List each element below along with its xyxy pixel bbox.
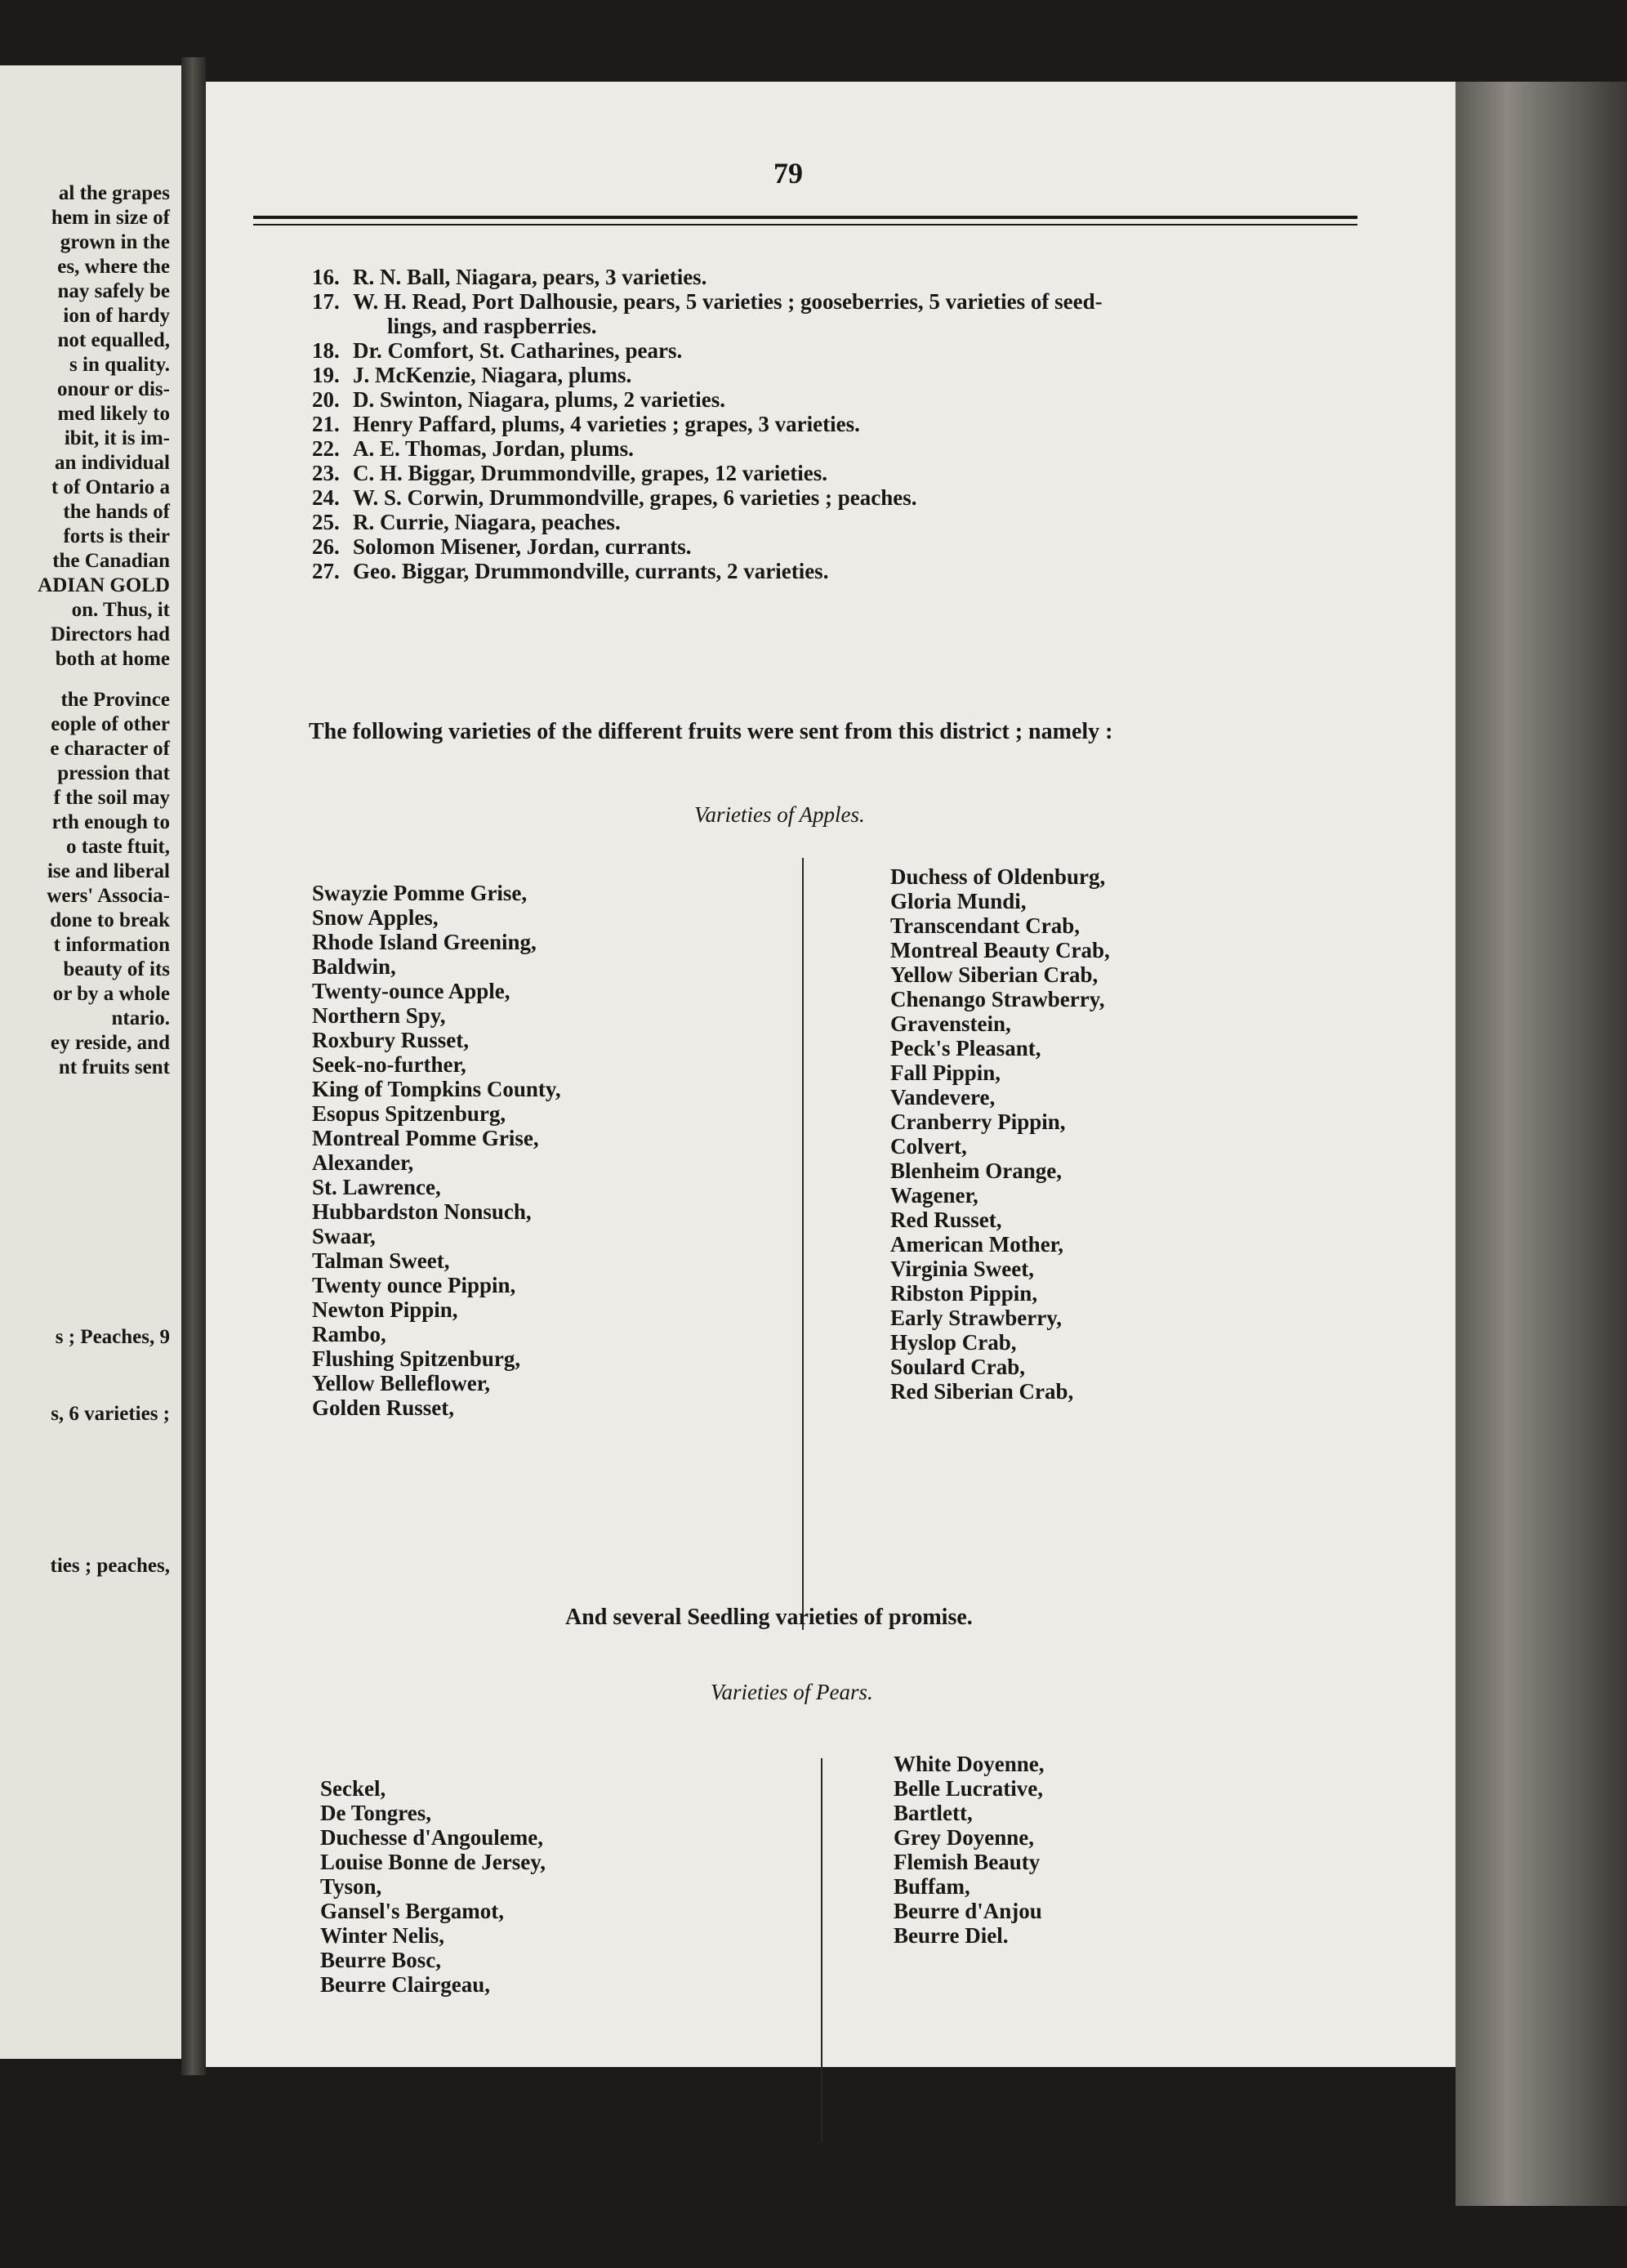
left-page-line: eople of other [51, 713, 170, 735]
left-page-line: o taste ftuit, [65, 836, 170, 858]
entry-number: 21. [312, 412, 340, 436]
left-page-line: ey reside, and [50, 1032, 170, 1054]
apple-variety: Chenango Strawberry, [890, 987, 1105, 1011]
apple-variety: Vandevere, [890, 1085, 996, 1109]
left-page-line: s, 6 varieties ; [51, 1403, 170, 1425]
seedling-note: And several Seedling varieties of promise. [565, 1605, 973, 1630]
apple-variety: Peck's Pleasant, [890, 1036, 1041, 1060]
pear-variety: Winter Nelis, [320, 1923, 444, 1948]
apple-variety: Wagener, [890, 1183, 978, 1208]
apple-variety: Yellow Belleflower, [312, 1371, 490, 1395]
apples-column-divider [802, 858, 804, 1630]
apple-variety: Roxbury Russet, [312, 1028, 470, 1052]
apple-variety: Rhode Island Greening, [312, 930, 537, 954]
left-page-line: rth enough to [51, 811, 170, 833]
entry-number: 18. [312, 338, 340, 363]
entry-text: J. McKenzie, Niagara, plums. [353, 363, 632, 387]
left-page-line: done to break [50, 909, 170, 931]
pear-variety: Louise Bonne de Jersey, [320, 1850, 546, 1874]
left-page-line: med likely to [57, 403, 170, 425]
entry-text: W. H. Read, Port Dalhousie, pears, 5 varieties ; gooseberries, 5 varieties of seed- [353, 289, 1103, 314]
pear-variety: Grey Doyenne, [894, 1825, 1034, 1850]
pear-variety: Beurre Clairgeau, [320, 1972, 490, 1997]
apple-variety: Esopus Spitzenburg, [312, 1101, 506, 1126]
left-page-line: the Province [60, 689, 170, 711]
left-page-line: t of Ontario a [51, 476, 170, 498]
apple-variety: Talman Sweet, [312, 1248, 450, 1273]
entry-number: 19. [312, 363, 340, 387]
left-page-fragment [0, 65, 181, 2059]
entry-text: R. Currie, Niagara, peaches. [353, 510, 621, 534]
left-page-line: nay safely be [57, 280, 170, 302]
apple-variety: Ribston Pippin, [890, 1281, 1038, 1306]
pears-heading: Varieties of Pears. [711, 1680, 873, 1704]
apple-variety: Northern Spy, [312, 1003, 446, 1028]
page-edge [1455, 82, 1627, 2206]
apple-variety: Swaar, [312, 1224, 376, 1248]
left-page-line: the hands of [63, 501, 170, 523]
left-page-line: ntario. [111, 1007, 170, 1029]
apple-variety: Seek-no-further, [312, 1052, 466, 1077]
intro-text: The following varieties of the different fruits were sent from this district ; namely : [309, 719, 1113, 744]
entry-number: 23. [312, 461, 340, 485]
apple-variety: Blenheim Orange, [890, 1159, 1062, 1183]
entry-continuation: lings, and raspberries. [387, 314, 597, 338]
pear-variety: Seckel, [320, 1776, 386, 1801]
entry-number: 16. [312, 265, 340, 289]
pear-variety: Tyson, [320, 1874, 382, 1899]
left-page-line: ibit, it is im- [64, 427, 170, 449]
entry-number: 24. [312, 485, 340, 510]
apple-variety: American Mother, [890, 1232, 1063, 1257]
left-page-line: s in quality. [69, 354, 170, 376]
left-page-line: wers' Associa- [47, 885, 170, 907]
entry-text: Dr. Comfort, St. Catharines, pears. [353, 338, 683, 363]
apple-variety: Soulard Crab, [890, 1355, 1026, 1379]
apple-variety: Newton Pippin, [312, 1297, 458, 1322]
left-page-line: forts is their [63, 525, 170, 547]
book-gutter [181, 57, 206, 2075]
left-page-line: f the soil may [53, 787, 170, 809]
left-page-line: al the grapes [58, 182, 170, 204]
left-page-line: an individual [54, 452, 170, 474]
right-page [206, 82, 1455, 2067]
apples-heading: Varieties of Apples. [694, 802, 865, 827]
left-page-line: hem in size of [51, 207, 170, 229]
left-page-line: or by a whole [52, 983, 170, 1005]
left-page-line: ADIAN GOLD [38, 574, 170, 596]
apple-variety: Early Strawberry, [890, 1306, 1062, 1330]
left-page-line: both at home [55, 648, 170, 670]
apple-variety: Duchess of Oldenburg, [890, 864, 1106, 889]
apple-variety: Gravenstein, [890, 1011, 1011, 1036]
entry-number: 25. [312, 510, 340, 534]
left-page-line: onour or dis- [56, 378, 170, 400]
pear-variety: Beurre d'Anjou [894, 1899, 1042, 1923]
apple-variety: Flushing Spitzenburg, [312, 1346, 521, 1371]
header-rule-thin [253, 224, 1357, 225]
left-page-line: ion of hardy [63, 305, 170, 327]
entry-number: 27. [312, 559, 340, 583]
left-page-line: nt fruits sent [58, 1056, 170, 1078]
left-page-line: grown in the [60, 231, 170, 253]
apple-variety: Gloria Mundi, [890, 889, 1027, 913]
apple-variety: Swayzie Pomme Grise, [312, 881, 528, 905]
left-page-line: Directors had [50, 623, 170, 645]
header-rule [253, 216, 1357, 219]
left-page-line: pression that [57, 762, 170, 784]
entry-text: Henry Paffard, plums, 4 varieties ; grapes, 3 varieties. [353, 412, 860, 436]
entry-text: A. E. Thomas, Jordan, plums. [353, 436, 634, 461]
apple-variety: Twenty ounce Pippin, [312, 1273, 516, 1297]
apple-variety: St. Lawrence, [312, 1175, 441, 1199]
apple-variety: Rambo, [312, 1322, 386, 1346]
apple-variety: Alexander, [312, 1150, 414, 1175]
left-page-line: the Canadian [52, 550, 170, 572]
apple-variety: Baldwin, [312, 954, 396, 979]
apple-variety: Red Siberian Crab, [890, 1379, 1074, 1404]
left-page-line: ties ; peaches, [50, 1555, 170, 1577]
apple-variety: King of Tompkins County, [312, 1077, 561, 1101]
entry-number: 17. [312, 289, 340, 314]
pear-variety: De Tongres, [320, 1801, 432, 1825]
pear-variety: Bartlett, [894, 1801, 973, 1825]
pear-variety: Duchesse d'Angouleme, [320, 1825, 544, 1850]
apple-variety: Transcendant Crab, [890, 913, 1081, 938]
entry-text: C. H. Biggar, Drummondville, grapes, 12 varieties. [353, 461, 827, 485]
apple-variety: Hubbardston Nonsuch, [312, 1199, 532, 1224]
pear-variety: Flemish Beauty [894, 1850, 1041, 1874]
entry-number: 26. [312, 534, 340, 559]
apple-variety: Fall Pippin, [890, 1060, 1001, 1085]
pear-variety: Beurre Bosc, [320, 1948, 441, 1972]
left-page-line: e character of [50, 738, 170, 760]
left-page-line: t information [53, 934, 170, 956]
entry-number: 22. [312, 436, 340, 461]
apple-variety: Yellow Siberian Crab, [890, 962, 1099, 987]
pear-variety: Buffam, [894, 1874, 970, 1899]
entry-text: Geo. Biggar, Drummondville, currants, 2 varieties. [353, 559, 829, 583]
apple-variety: Red Russet, [890, 1208, 1002, 1232]
entry-text: D. Swinton, Niagara, plums, 2 varieties. [353, 387, 726, 412]
left-page-line: on. Thus, it [71, 599, 170, 621]
entry-text: Solomon Misener, Jordan, currants. [353, 534, 692, 559]
page-number: 79 [773, 157, 803, 190]
apple-variety: Montreal Beauty Crab, [890, 938, 1110, 962]
apple-variety: Hyslop Crab, [890, 1330, 1017, 1355]
apple-variety: Colvert, [890, 1134, 967, 1159]
left-page-line: beauty of its [63, 958, 170, 980]
apple-variety: Twenty-ounce Apple, [312, 979, 510, 1003]
apple-variety: Montreal Pomme Grise, [312, 1126, 539, 1150]
pears-column-divider [821, 1758, 822, 2142]
left-page-line: not equalled, [57, 329, 170, 351]
apple-variety: Golden Russet, [312, 1395, 455, 1420]
entry-text: W. S. Corwin, Drummondville, grapes, 6 varieties ; peaches. [353, 485, 917, 510]
left-page-line: s ; Peaches, 9 [55, 1326, 170, 1348]
apple-variety: Cranberry Pippin, [890, 1109, 1066, 1134]
pear-variety: Gansel's Bergamot, [320, 1899, 504, 1923]
apple-variety: Virginia Sweet, [890, 1257, 1034, 1281]
pear-variety: Beurre Diel. [894, 1923, 1009, 1948]
entry-text: R. N. Ball, Niagara, pears, 3 varieties. [353, 265, 707, 289]
apple-variety: Snow Apples, [312, 905, 439, 930]
pear-variety: White Doyenne, [894, 1752, 1045, 1776]
left-page-line: ise and liberal [47, 860, 170, 882]
pear-variety: Belle Lucrative, [894, 1776, 1043, 1801]
entry-number: 20. [312, 387, 340, 412]
left-page-line: es, where the [57, 256, 170, 278]
